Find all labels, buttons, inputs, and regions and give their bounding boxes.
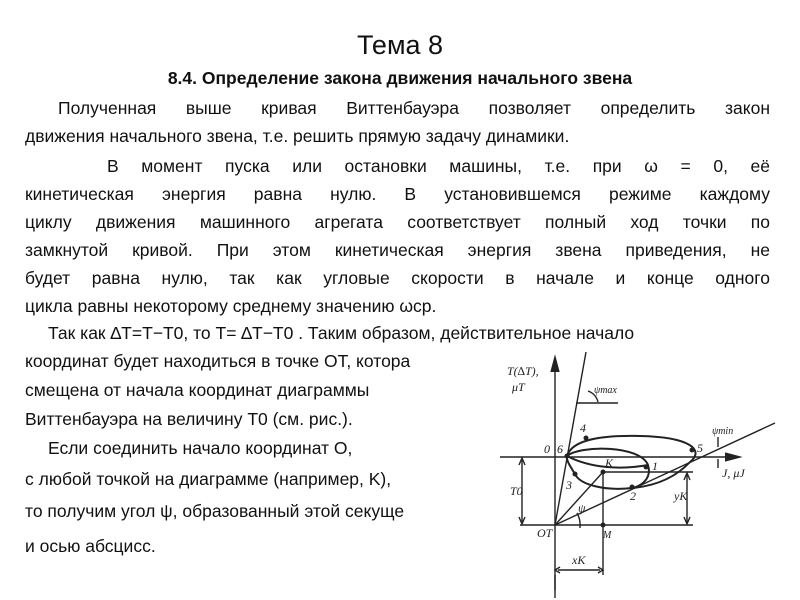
text-line: будет равна нулю, так как угловые скорости в начале и конце одного [25, 268, 770, 288]
text-line: координат будет находиться в точке OT, котора [25, 351, 411, 371]
text-line: цикла равны некоторому среднему значению ωcp. [25, 296, 437, 316]
text-line: Виттенбауэра на величину T0 (см. рис.). [25, 409, 353, 429]
text-line: кинетическая энергия равна нулю. В установившемся режиме каждому [25, 184, 770, 204]
yk-label: yK [674, 489, 688, 503]
t0-label: T0 [510, 484, 523, 498]
text-line: В момент пуска или остановки машины, т.е. при ω = 0, её [107, 156, 770, 176]
psi-label: ψ [578, 501, 586, 515]
y-axis-label: T(∆T), [507, 364, 539, 378]
x-axis-arrow [725, 453, 740, 461]
text-line: циклу движения машинного агрегата соответствует полный ход точки по [25, 212, 770, 232]
x-axis-label: J, μJ [722, 466, 745, 480]
point-3-label: 3 [566, 478, 572, 492]
section-heading: 8.4. Определение закона движения начального звена [167, 68, 633, 88]
point-6 [565, 454, 570, 459]
point-4-label: 4 [580, 421, 586, 435]
text-line: то получим угол ψ, образованный этой секуще [25, 501, 405, 521]
k-label: K [605, 456, 614, 470]
text-line: и осью абсцисс. [25, 536, 156, 556]
point-1 [644, 465, 649, 470]
text-line: движения начального звена, т.е. решить прямую задачу динамики. [25, 126, 570, 146]
text-line: Если соединить начало координат O, [48, 438, 353, 458]
outer-curve [567, 436, 696, 489]
point-m [601, 523, 606, 528]
y-scale-label: μT [512, 380, 525, 394]
text-line: Так как ∆T=T−T0, то T= ∆T−T0 . Таким образом, действительное начало [48, 323, 635, 343]
point-4 [584, 436, 589, 441]
point-1-label: 1 [652, 459, 658, 473]
point-k [601, 470, 606, 475]
m-label: M [603, 530, 612, 541]
text-line: Полученная выше кривая Виттенбауэра позволяет определить закон [58, 98, 770, 118]
origin-label: 0 [544, 442, 550, 456]
text-line: замкнутой кривой. При этом кинетическая энергия звена приведения, не [25, 240, 770, 260]
point-5 [690, 448, 695, 453]
xk-label: xK [572, 553, 586, 567]
text-line: с любой точкой на диаграмме (например, K), [25, 469, 392, 489]
y-axis-arrow [551, 357, 559, 372]
slide-title: Тема 8 [356, 30, 444, 60]
origin-t-label: OT [537, 526, 553, 540]
text-line: смещена от начала координат диаграммы [25, 380, 370, 400]
point-2-label: 2 [630, 489, 636, 503]
psi-max-label: ψmax [594, 385, 617, 396]
psi-max-line [555, 352, 586, 525]
point-5-label: 5 [697, 441, 703, 455]
psi-min-label: ψmin [712, 426, 734, 437]
point-6-label: 6 [557, 442, 563, 456]
point-3 [573, 472, 578, 477]
